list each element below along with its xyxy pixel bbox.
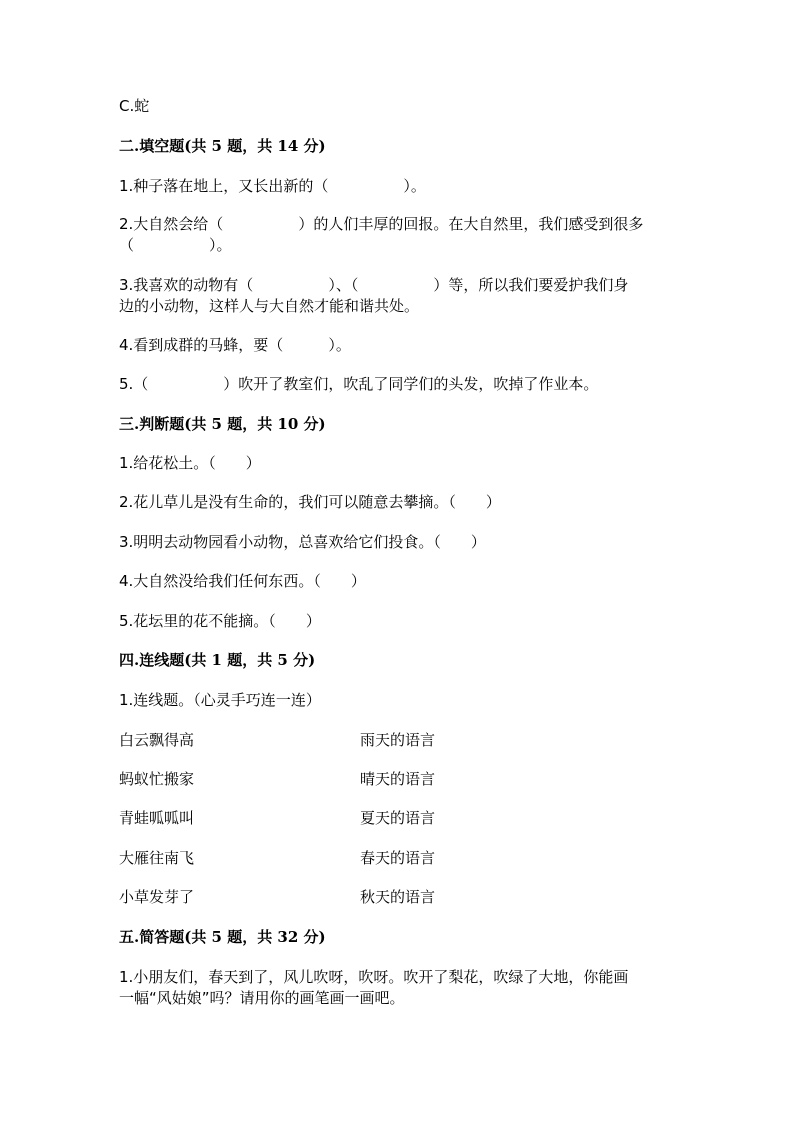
match-left-item: 小草发芽了 (119, 888, 195, 906)
fill-question-1: 1.种子落在地上，又长出新的（ ）。 (119, 177, 426, 195)
match-left-item: 大雁往南飞 (119, 849, 195, 867)
fill-question-2-line-1: 2.大自然会给（ ）的人们丰厚的回报。在大自然里，我们感受到很多 (119, 215, 644, 233)
judge-question-2: 2.花儿草儿是没有生命的，我们可以随意去攀摘。（ ） (119, 493, 501, 511)
fill-question-3-line-2: 边的小动物，这样人与大自然才能和谐共处。 (119, 297, 420, 315)
match-left-item: 青蛙呱呱叫 (119, 809, 195, 827)
section-4-title: 四.连线题(共 1 题，共 5 分) (119, 651, 316, 669)
match-right-item: 春天的语言 (360, 849, 436, 867)
option-c: C.蛇 (119, 97, 150, 115)
judge-question-5: 5.花坛里的花不能摘。（ ） (119, 612, 321, 630)
section-3-title: 三.判断题(共 5 题，共 10 分) (119, 415, 326, 433)
section-5-title: 五.简答题(共 5 题，共 32 分) (119, 928, 326, 946)
fill-question-4: 4.看到成群的马蜂，要（ ）。 (119, 336, 351, 354)
match-question-1: 1.连线题。（心灵手巧连一连） (119, 691, 321, 709)
fill-question-5: 5.（ ）吹开了教室们，吹乱了同学们的头发，吹掉了作业本。 (119, 375, 599, 393)
short-answer-question-1-line-1: 1.小朋友们，春天到了，风儿吹呀，吹呀。吹开了梨花，吹绿了大地，你能画 (119, 968, 629, 986)
fill-question-2-line-2: （ ）。 (119, 236, 232, 254)
fill-question-3-line-1: 3.我喜欢的动物有（ ）、（ ）等，所以我们要爱护我们身 (119, 276, 629, 294)
section-2-title: 二.填空题(共 5 题，共 14 分) (119, 137, 326, 155)
match-right-item: 夏天的语言 (360, 809, 436, 827)
match-right-item: 秋天的语言 (360, 888, 436, 906)
match-right-item: 雨天的语言 (360, 731, 436, 749)
judge-question-4: 4.大自然没给我们任何东西。（ ） (119, 572, 366, 590)
match-left-item: 白云飘得高 (119, 731, 195, 749)
match-right-item: 晴天的语言 (360, 770, 436, 788)
short-answer-question-1-line-2: 一幅“风姑娘”吗？请用你的画笔画一画吧。 (119, 989, 405, 1007)
judge-question-1: 1.给花松土。（ ） (119, 454, 261, 472)
match-left-item: 蚂蚁忙搬家 (119, 770, 195, 788)
judge-question-3: 3.明明去动物园看小动物，总喜欢给它们投食。（ ） (119, 533, 486, 551)
